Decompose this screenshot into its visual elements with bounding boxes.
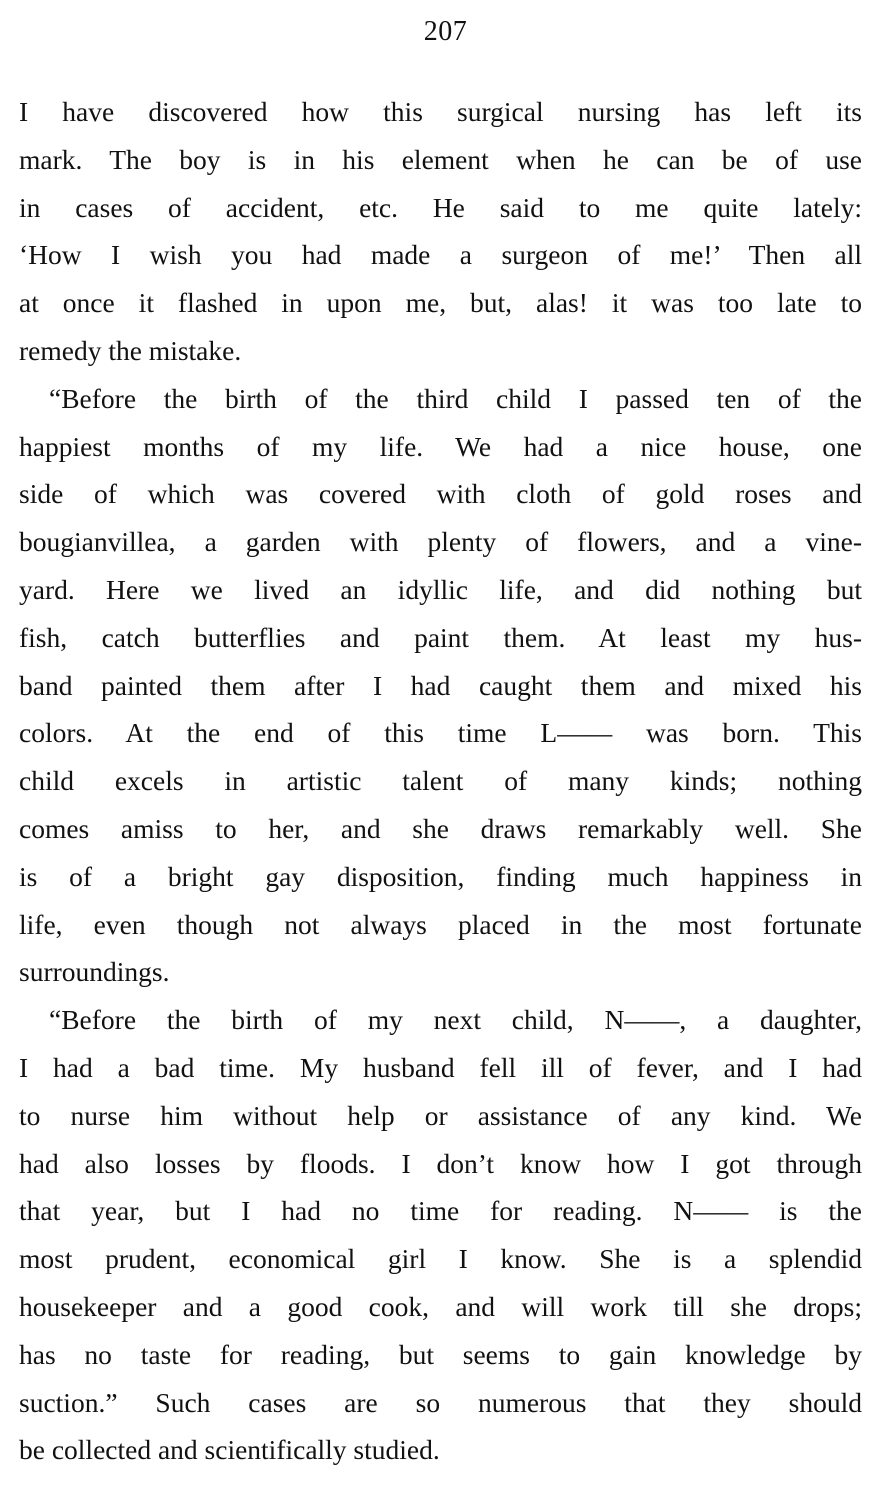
text-line: bougianvillea, a garden with plenty of flowers, and a vine-	[19, 526, 862, 558]
text-line: colors. At the end of this time L—— was born. This	[19, 717, 862, 749]
text-line: mark. The boy is in his element when he can be of use	[19, 143, 862, 175]
text-line: ‘How I wish you had made a surgeon of me!’ Then all	[19, 239, 862, 271]
text-line: “Before the birth of my next child, N——, a daughter,	[49, 1004, 862, 1036]
text-line: at once it flashed in upon me, but, alas! it was too late to	[19, 287, 862, 319]
text-line: had also losses by floods. I don’t know how I got through	[19, 1147, 862, 1179]
text-line: most prudent, economical girl I know. She is a splendid	[19, 1243, 862, 1275]
text-line: child excels in artistic talent of many kinds; nothing	[19, 765, 862, 797]
text-line: yard. Here we lived an idyllic life, and did nothing but	[19, 573, 862, 605]
text-line: is of a bright gay disposition, finding much happiness in	[19, 860, 862, 892]
text-line: to nurse him without help or assistance of any kind. We	[19, 1099, 862, 1131]
text-line: “Before the birth of the third child I passed ten of the	[49, 382, 862, 414]
text-line: has no taste for reading, but seems to gain knowledge by	[19, 1338, 862, 1370]
text-line: in cases of accident, etc. He said to me quite lately:	[19, 191, 862, 223]
text-line: comes amiss to her, and she draws remarkably well. She	[19, 812, 862, 844]
paragraph-1	[19, 88, 862, 375]
text-line: side of which was covered with cloth of gold roses and	[19, 478, 862, 510]
text-line: band painted them after I had caught them and mixed his	[19, 669, 862, 701]
paragraph-3	[19, 996, 862, 1474]
text-line: I have discovered how this surgical nursing has left its	[19, 96, 862, 127]
paragraph-2	[19, 375, 862, 996]
text-line: fish, catch butterflies and paint them. At least my hus-	[19, 621, 862, 653]
text-line: I had a bad time. My husband fell ill of fever, and I had	[19, 1051, 862, 1083]
page-number: 207	[423, 16, 468, 47]
text-line: that year, but I had no time for reading. N—— is the	[19, 1195, 862, 1227]
text-line: life, even though not always placed in the most fortunate	[19, 908, 862, 940]
text-line: surroundings.	[19, 956, 170, 988]
text-line: happiest months of my life. We had a nice house, one	[19, 430, 862, 462]
text-line: remedy the mistake.	[19, 334, 242, 366]
text-line: housekeeper and a good cook, and will work till she drops;	[19, 1290, 862, 1322]
text-line: suction.” Such cases are so numerous that they should	[19, 1386, 862, 1418]
text-line: be collected and scientifically studied.	[19, 1434, 440, 1466]
body-text	[19, 88, 862, 1474]
